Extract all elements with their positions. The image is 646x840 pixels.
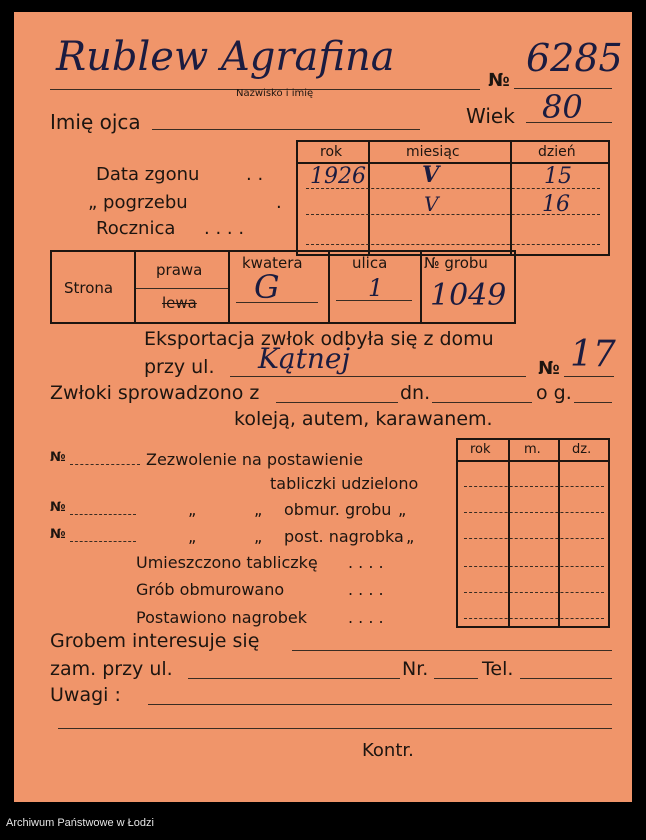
export-street-line — [230, 376, 526, 377]
permit-2-no-line — [70, 514, 136, 515]
burial-date-label: „ pogrzebu — [88, 192, 188, 213]
quarter-line — [236, 302, 318, 303]
transport-means: koleją, autem, karawanem. — [234, 408, 493, 430]
permits-row-line-5 — [464, 592, 604, 593]
export-street-prefix: przy ul. — [144, 356, 215, 378]
permit-3-no-line — [70, 541, 136, 542]
placed-plaque-dots: . . . . — [348, 553, 384, 572]
col-header-month: miesiąc — [406, 144, 460, 160]
burial-month-value: V — [424, 192, 439, 216]
tombstone-dots: . . . . — [348, 608, 384, 627]
address-line — [188, 678, 400, 679]
permits-table — [456, 438, 610, 628]
age-value: 80 — [542, 88, 583, 126]
permit-2-ditto-3: „ — [398, 500, 407, 519]
grave-table-divider-3 — [328, 250, 330, 324]
death-day-value: 15 — [544, 164, 572, 189]
tombstone-label: Postawiono nagrobek — [136, 608, 307, 627]
quarter-value: G — [254, 268, 280, 306]
quarter-label: kwatera — [242, 254, 303, 272]
brought-from-line — [276, 402, 398, 403]
age-label: Wiek — [466, 104, 515, 128]
permits-table-divider-1 — [508, 438, 510, 628]
permits-row-line-2 — [464, 512, 604, 513]
burial-day-value: 16 — [542, 192, 570, 217]
permit-2-no: № — [50, 500, 66, 515]
death-record-card — [14, 12, 632, 802]
permit-3-label: post. nagrobka — [284, 527, 404, 546]
father-name-line — [152, 129, 420, 130]
address-nr-label: Nr. — [402, 658, 429, 680]
name-handwritten: Rublew Agrafina — [56, 34, 395, 80]
grave-number-value: 1049 — [430, 278, 507, 313]
col-header-day: dzień — [538, 144, 576, 160]
record-number-label: № — [488, 70, 510, 91]
permits-row-line-6 — [464, 618, 604, 619]
permit-2-ditto-2: „ — [254, 500, 263, 519]
tel-label: Tel. — [482, 658, 514, 680]
export-number-line — [564, 376, 614, 377]
anniversary-label: Rocznica — [96, 218, 176, 239]
permit-2-label: obmur. grobu — [284, 500, 392, 519]
interested-label: Grobem interesuje się — [50, 630, 260, 652]
permit-1-continuation: tabliczki udzielono — [270, 474, 419, 493]
permits-row-line-4 — [464, 566, 604, 567]
remarks-line-2 — [58, 728, 612, 729]
grave-table-divider-2 — [228, 250, 230, 324]
left-side-label: lewa — [162, 294, 197, 312]
export-number-label: № — [538, 358, 560, 379]
permit-2-ditto-1: „ — [188, 500, 197, 519]
brought-day-line — [432, 402, 532, 403]
side-label: Strona — [64, 279, 114, 297]
grave-table-divider-4 — [420, 250, 422, 324]
archive-caption: Archiwum Państwowe w Łodzi — [6, 817, 154, 829]
death-year-value: 1926 — [310, 164, 366, 189]
col-header-year: rok — [320, 144, 343, 160]
permit-1-no-line — [70, 464, 140, 465]
address-nr-line — [434, 678, 478, 679]
permit-1-label: Zezwolenie na postawienie — [146, 450, 364, 469]
age-line — [526, 122, 612, 123]
permits-table-divider-2 — [558, 438, 560, 628]
permit-3-ditto-3: „ — [406, 527, 415, 546]
permit-1-no: № — [50, 450, 66, 465]
permits-col-day: dz. — [572, 442, 592, 457]
brought-from-label: Zwłoki sprowadzono z — [50, 382, 260, 404]
remarks-label: Uwagi : — [50, 684, 121, 706]
grave-side-split-line — [136, 288, 228, 289]
street-label: ulica — [352, 254, 388, 272]
export-text: Eksportacja zwłok odbyła się z domu — [144, 328, 494, 350]
brought-day-label: dn. — [400, 382, 431, 404]
permits-table-header-line — [456, 460, 610, 462]
death-month-value: V — [422, 162, 440, 188]
permits-row-line-1 — [464, 486, 604, 487]
father-name-label: Imię ojca — [50, 110, 141, 134]
permit-3-ditto-2: „ — [254, 527, 263, 546]
death-date-label: Data zgonu — [96, 164, 200, 185]
walled-grave-label: Grób obmurowano — [136, 580, 285, 599]
dates-row-line-3 — [306, 244, 600, 245]
placed-plaque-label: Umieszczono tabliczkę — [136, 553, 318, 572]
export-number-value: 17 — [570, 334, 616, 375]
dates-table-divider-2 — [510, 140, 512, 256]
name-caption: Nazwisko i imię — [236, 88, 314, 99]
grave-number-label: № grobu — [424, 254, 488, 272]
brought-hour-line — [574, 402, 612, 403]
street-line — [336, 300, 412, 301]
street-value: 1 — [368, 274, 384, 302]
grave-table-divider-1 — [134, 250, 136, 324]
permit-3-ditto-1: „ — [188, 527, 197, 546]
permits-col-year: rok — [470, 442, 491, 457]
dates-table-divider-1 — [368, 140, 370, 256]
permits-col-month: m. — [524, 442, 541, 457]
right-side-label: prawa — [156, 261, 203, 279]
tel-line — [520, 678, 612, 679]
remarks-line-1 — [148, 704, 612, 705]
permits-row-line-3 — [464, 538, 604, 539]
leader-dots-1: . . — [246, 164, 264, 185]
brought-hour-label: o g. — [536, 382, 572, 404]
export-street-value: Kątnej — [258, 342, 351, 375]
permit-3-no: № — [50, 527, 66, 542]
walled-grave-dots: . . . . — [348, 580, 384, 599]
leader-dots-3: . . . . — [204, 218, 245, 239]
address-label: zam. przy ul. — [50, 658, 173, 680]
control-label: Kontr. — [362, 740, 414, 761]
record-number-value: 6285 — [526, 36, 623, 80]
leader-dots-2: . — [276, 192, 282, 213]
interested-line — [292, 650, 612, 651]
